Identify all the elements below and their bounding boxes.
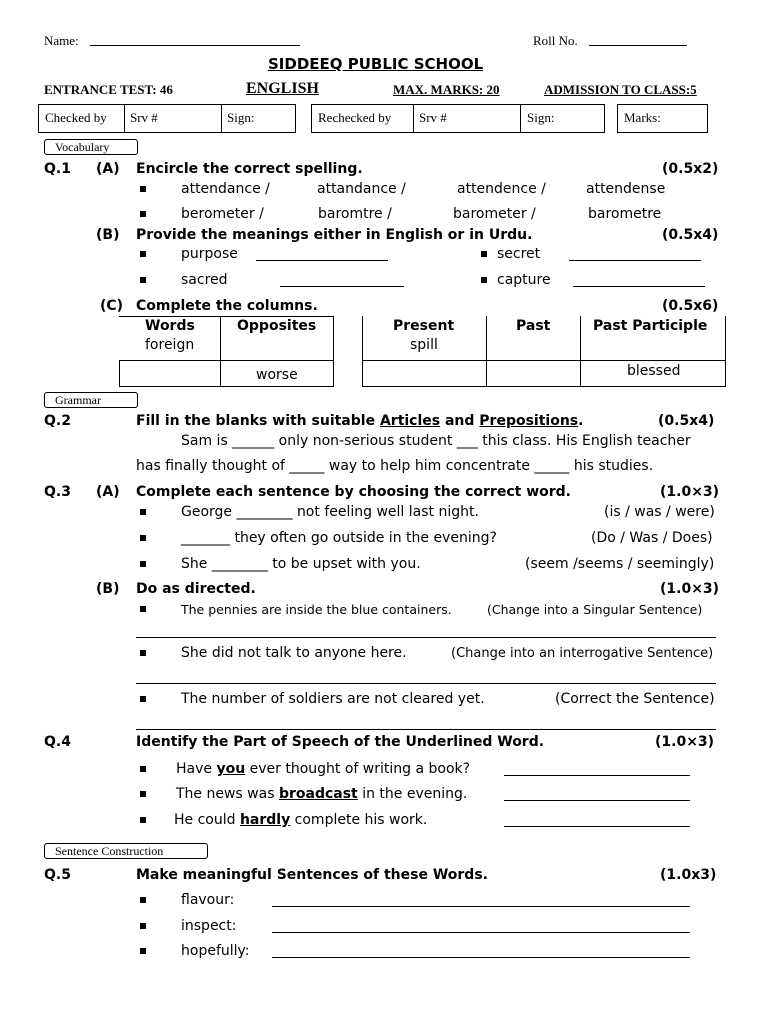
q2-marks: (0.5x4) bbox=[658, 413, 715, 429]
answer-line[interactable] bbox=[136, 683, 716, 684]
answer-line[interactable] bbox=[136, 729, 716, 730]
spelling-option[interactable]: berometer / bbox=[181, 206, 264, 222]
table-header: Opposites bbox=[237, 318, 317, 334]
answer-line[interactable] bbox=[272, 957, 690, 958]
answer-line[interactable] bbox=[272, 906, 690, 907]
q1b-marks: (0.5x4) bbox=[662, 227, 719, 243]
q1c-title: Complete the columns. bbox=[136, 298, 318, 314]
spelling-option[interactable]: barometre bbox=[588, 206, 662, 222]
spelling-option[interactable]: attendense bbox=[586, 181, 666, 197]
table-cell: foreign bbox=[145, 337, 195, 353]
vocabulary-section-tag: Vocabulary bbox=[44, 139, 138, 155]
meaning-word: sacred bbox=[181, 272, 228, 288]
rechecked-by-label: Rechecked by bbox=[318, 110, 392, 125]
q3a-title: Complete each sentence by choosing the correct word. bbox=[136, 484, 571, 500]
table-header: Present bbox=[393, 318, 455, 334]
answer-line[interactable] bbox=[256, 260, 388, 261]
table-header: Past Participle bbox=[593, 318, 708, 334]
q3b-direction: (Correct the Sentence) bbox=[555, 691, 715, 707]
q4-item: Have you ever thought of writing a book? bbox=[176, 761, 471, 777]
entrance-label: ENTRANCE TEST: 46 bbox=[44, 82, 173, 97]
roll-field[interactable] bbox=[589, 45, 687, 46]
q1-number: Q.1 bbox=[44, 161, 71, 177]
q4-item: He could hardly complete his work. bbox=[174, 812, 428, 828]
q5-marks: (1.0x3) bbox=[660, 867, 717, 883]
q2-number: Q.2 bbox=[44, 413, 71, 429]
q2-line: Sam is ______ only non-serious student ___ this class. His English teacher bbox=[181, 433, 691, 449]
answer-line[interactable] bbox=[272, 932, 690, 933]
answer-line[interactable] bbox=[504, 826, 690, 827]
spelling-option[interactable]: baromtre / bbox=[318, 206, 392, 222]
q1a-label: (A) bbox=[96, 161, 120, 177]
school-title: SIDDEEQ PUBLIC SCHOOL bbox=[268, 55, 484, 73]
roll-label: Roll No. bbox=[533, 33, 578, 48]
q4-number: Q.4 bbox=[44, 734, 71, 750]
q3b-item: The number of soldiers are not cleared yet. bbox=[181, 691, 485, 707]
sign-label-1: Sign: bbox=[227, 110, 255, 125]
sign-label-2: Sign: bbox=[527, 110, 555, 125]
q3b-label: (B) bbox=[96, 581, 120, 597]
marks-label: Marks: bbox=[624, 110, 661, 125]
q3b-marks: (1.0×3) bbox=[660, 581, 720, 597]
spelling-option[interactable]: attandance / bbox=[317, 181, 406, 197]
q5-word: hopefully: bbox=[181, 943, 250, 959]
q1a-marks: (0.5x2) bbox=[662, 161, 719, 177]
spelling-option[interactable]: attendence / bbox=[457, 181, 546, 197]
q1c-marks: (0.5x6) bbox=[662, 298, 719, 314]
spelling-option[interactable]: attendance / bbox=[181, 181, 270, 197]
q4-item: The news was broadcast in the evening. bbox=[176, 786, 468, 802]
name-field[interactable] bbox=[90, 45, 300, 46]
q5-word: flavour: bbox=[181, 892, 235, 908]
srv-label-2: Srv # bbox=[419, 110, 447, 125]
q2-line: has finally thought of _____ way to help him concentrate _____ his studies. bbox=[136, 458, 654, 474]
q3a-item: She ________ to be upset with you. bbox=[181, 556, 421, 572]
meaning-word: capture bbox=[497, 272, 551, 288]
subject-title: ENGLISH bbox=[246, 80, 319, 97]
q3a-options: (seem /seems / seemingly) bbox=[525, 556, 715, 572]
grammar-section-tag: Grammar bbox=[44, 392, 138, 408]
table-cell: worse bbox=[256, 367, 298, 383]
q3b-item: She did not talk to anyone here. bbox=[181, 645, 407, 661]
table-header: Words bbox=[145, 318, 195, 334]
name-label: Name: bbox=[44, 33, 79, 48]
table-cell: blessed bbox=[627, 363, 681, 379]
q3b-direction: (Change into a Singular Sentence) bbox=[487, 602, 703, 617]
answer-line[interactable] bbox=[504, 775, 690, 776]
meaning-word: secret bbox=[497, 246, 541, 262]
q3a-options: (Do / Was / Does) bbox=[591, 530, 713, 546]
answer-line[interactable] bbox=[569, 260, 701, 261]
q3a-marks: (1.0×3) bbox=[660, 484, 720, 500]
admission-label: ADMISSION TO CLASS:5 bbox=[544, 82, 697, 97]
q1b-title: Provide the meanings either in English or in Urdu. bbox=[136, 227, 533, 243]
answer-line[interactable] bbox=[573, 286, 705, 287]
q4-marks: (1.0×3) bbox=[655, 734, 715, 750]
q5-word: inspect: bbox=[181, 918, 237, 934]
q3a-label: (A) bbox=[96, 484, 120, 500]
q3a-item: George ________ not feeling well last night. bbox=[181, 504, 479, 520]
answer-line[interactable] bbox=[504, 800, 690, 801]
q3b-title: Do as directed. bbox=[136, 581, 256, 597]
q3-number: Q.3 bbox=[44, 484, 71, 500]
sentence-construction-section-tag: Sentence Construction bbox=[44, 843, 208, 859]
answer-line[interactable] bbox=[136, 637, 716, 638]
q4-title: Identify the Part of Speech of the Underlined Word. bbox=[136, 734, 545, 750]
answer-line[interactable] bbox=[280, 286, 404, 287]
q2-title: Fill in the blanks with suitable Articles and Prepositions. bbox=[136, 413, 584, 429]
q5-title: Make meaningful Sentences of these Words. bbox=[136, 867, 488, 883]
q1c-label: (C) bbox=[100, 298, 124, 314]
q3a-item: _______ they often go outside in the evening? bbox=[181, 530, 497, 546]
srv-label-1: Srv # bbox=[130, 110, 158, 125]
spelling-option[interactable]: barometer / bbox=[453, 206, 536, 222]
q1a-title: Encircle the correct spelling. bbox=[136, 161, 363, 177]
table-cell: spill bbox=[410, 337, 438, 353]
q5-number: Q.5 bbox=[44, 867, 71, 883]
max-marks: MAX. MARKS: 20 bbox=[393, 82, 500, 97]
q3b-direction: (Change into an interrogative Sentence) bbox=[451, 646, 714, 661]
table-header: Past bbox=[516, 318, 551, 334]
q3a-options: (is / was / were) bbox=[604, 504, 715, 520]
q1b-label: (B) bbox=[96, 227, 120, 243]
meaning-word: purpose bbox=[181, 246, 238, 262]
checked-by-label: Checked by bbox=[45, 110, 107, 125]
q3b-item: The pennies are inside the blue containers. bbox=[181, 602, 452, 617]
